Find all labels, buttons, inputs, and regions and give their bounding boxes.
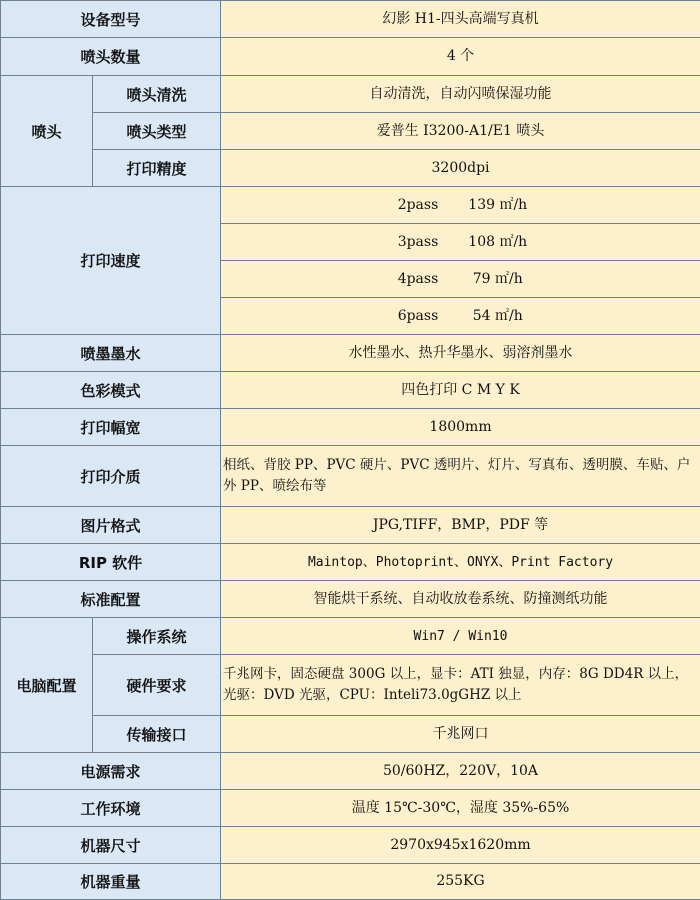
value-head-clean: 自动清洗，自动闪喷保湿功能 <box>221 76 700 113</box>
speed-mode: 2pass <box>368 195 438 216</box>
value-head-type: 爱普生 I3200-A1/E1 喷头 <box>221 113 700 150</box>
label-format: 图片格式 <box>1 507 221 544</box>
row-size <box>1 827 700 864</box>
label-width: 打印幅宽 <box>1 409 221 446</box>
label-rip: RIP 软件 <box>1 544 221 581</box>
value-speed <box>221 224 700 261</box>
row-pc-port <box>1 716 700 753</box>
label-pc-hardware: 硬件要求 <box>93 655 221 716</box>
speed-rate: 108 ㎡/h <box>443 232 553 253</box>
speed-rate: 79 ㎡/h <box>443 269 553 290</box>
value-speed <box>221 187 700 224</box>
row-speed-1 <box>1 187 700 224</box>
value-head-count: 4 个 <box>221 38 700 76</box>
row-color <box>1 372 700 409</box>
value-speed <box>221 298 700 335</box>
label-head-clean: 喷头清洗 <box>93 76 221 113</box>
value-weight: 255KG <box>221 864 700 900</box>
label-weight: 机器重量 <box>1 864 221 900</box>
value-env: 温度 15℃-30℃，湿度 35%-65% <box>221 790 700 827</box>
row-width <box>1 409 700 446</box>
value-power: 50/60HZ，220V，10A <box>221 753 700 790</box>
row-head-type <box>1 113 700 150</box>
value-pc-port: 千兆网口 <box>221 716 700 753</box>
speed-rate: 54 ㎡/h <box>443 306 553 327</box>
label-pc: 电脑配置 <box>1 618 93 753</box>
label-env: 工作环境 <box>1 790 221 827</box>
row-ink <box>1 335 700 372</box>
row-head-clean <box>1 76 700 113</box>
label-power: 电源需求 <box>1 753 221 790</box>
speed-mode: 6pass <box>368 306 438 327</box>
value-format: JPG,TIFF，BMP，PDF 等 <box>221 507 700 544</box>
label-standard: 标准配置 <box>1 581 221 618</box>
label-head-type: 喷头类型 <box>93 113 221 150</box>
value-head-precision: 3200dpi <box>221 150 700 187</box>
row-rip <box>1 544 700 581</box>
row-head-precision <box>1 150 700 187</box>
row-model <box>1 1 700 38</box>
value-model: 幻影 H1-四头高端写真机 <box>221 1 700 38</box>
label-media: 打印介质 <box>1 446 221 507</box>
label-model: 设备型号 <box>1 1 221 38</box>
value-speed <box>221 261 700 298</box>
label-size: 机器尺寸 <box>1 827 221 864</box>
label-head: 喷头 <box>1 76 93 187</box>
label-head-count: 喷头数量 <box>1 38 221 76</box>
value-size: 2970x945x1620mm <box>221 827 700 864</box>
row-pc-os <box>1 618 700 655</box>
label-ink: 喷墨墨水 <box>1 335 221 372</box>
value-media: 相纸、背胶 PP、PVC 硬片、PVC 透明片、灯片、写真布、透明膜、车贴、户外 PP、喷绘布等 <box>221 446 700 507</box>
speed-rate: 139 ㎡/h <box>443 195 553 216</box>
value-rip: Maintop、Photoprint、ONYX、Print Factory <box>221 544 700 581</box>
row-weight <box>1 864 700 900</box>
label-head-precision: 打印精度 <box>93 150 221 187</box>
value-pc-os: Win7 / Win10 <box>221 618 700 655</box>
label-speed: 打印速度 <box>1 187 221 335</box>
value-pc-hardware: 千兆网卡，固态硬盘 300G 以上，显卡：ATI 独显，内存：8G DD4R 以上，光驱：DVD 光驱，CPU：Inteli73.0gGHZ 以上 <box>221 655 700 716</box>
row-power <box>1 753 700 790</box>
value-ink: 水性墨水、热升华墨水、弱溶剂墨水 <box>221 335 700 372</box>
row-standard <box>1 581 700 618</box>
speed-mode: 4pass <box>368 269 438 290</box>
row-head-count <box>1 38 700 76</box>
row-pc-hardware <box>1 655 700 716</box>
label-pc-os: 操作系统 <box>93 618 221 655</box>
row-env <box>1 790 700 827</box>
value-color: 四色打印 C M Y K <box>221 372 700 409</box>
value-standard: 智能烘干系统、自动收放卷系统、防撞测纸功能 <box>221 581 700 618</box>
speed-mode: 3pass <box>368 232 438 253</box>
label-color: 色彩模式 <box>1 372 221 409</box>
row-media <box>1 446 700 507</box>
value-width: 1800mm <box>221 409 700 446</box>
label-pc-port: 传输接口 <box>93 716 221 753</box>
row-format <box>1 507 700 544</box>
